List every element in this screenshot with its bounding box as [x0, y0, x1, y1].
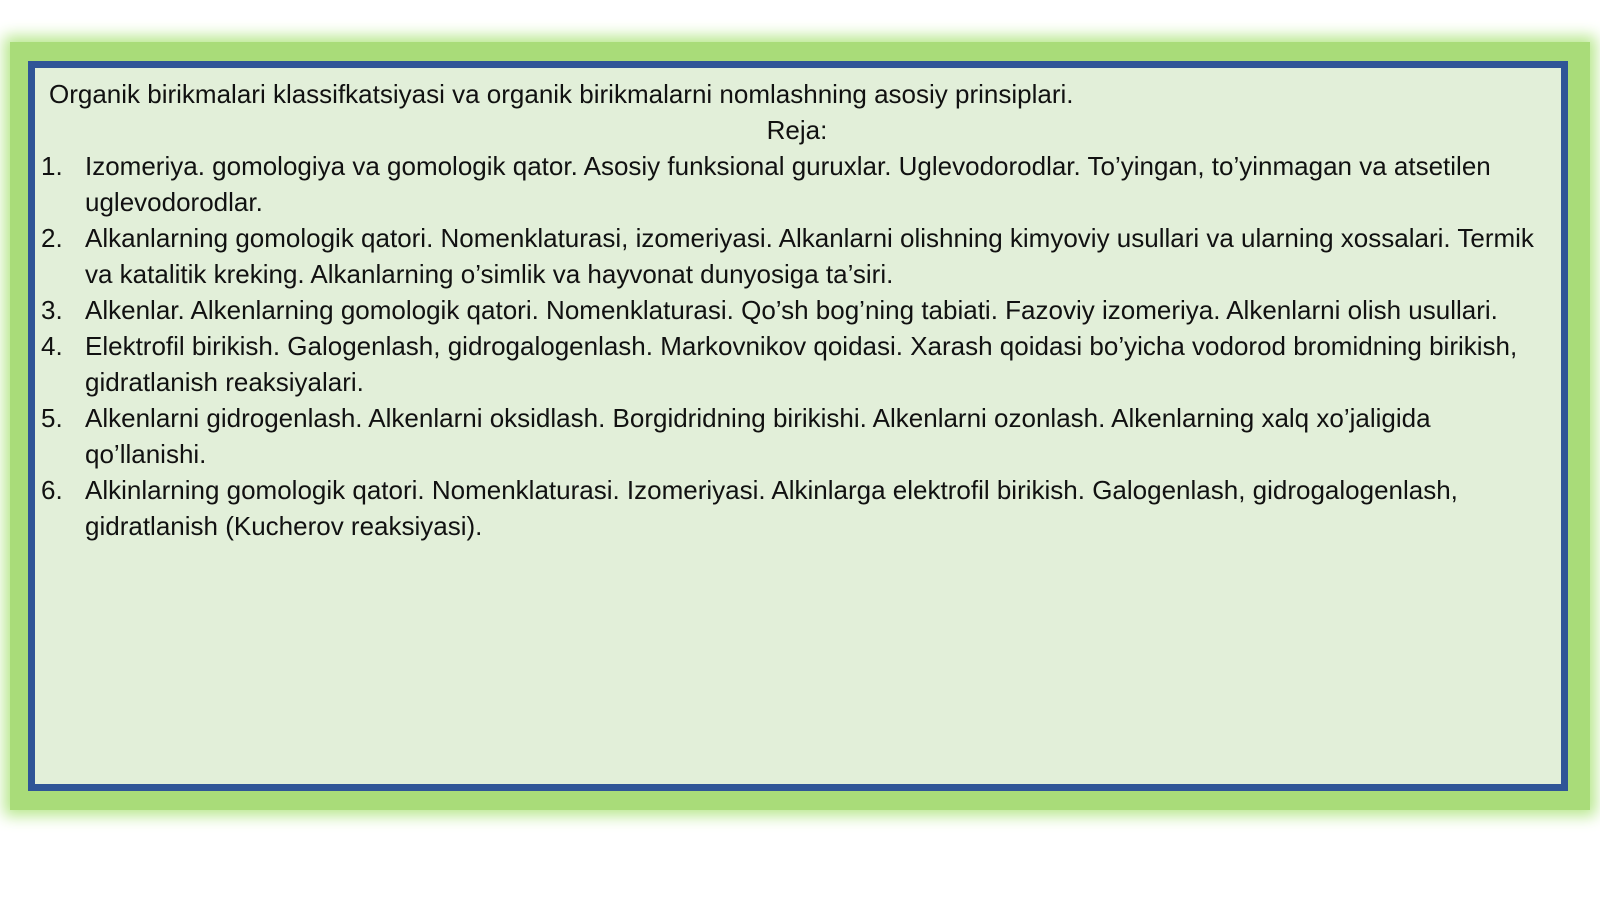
list-item-text: Alkenlar. Alkenlarning gomologik qatori. Nomenklaturasi. Qo’sh bog’ning tabiati. Fazoviy izomeriya. Alkenlarni olish usullari. [85, 295, 1498, 325]
plan-list [41, 148, 1545, 544]
list-item-number: 6. [41, 475, 63, 505]
list-item [41, 292, 1545, 328]
list-item-number: 5. [41, 403, 63, 433]
list-item-text: Alkanlarning gomologik qatori. Nomenklaturasi, izomeriyasi. Alkanlarni olishning kimyoviy usullari va ularning xossalari. Termik va katalitik kreking. Alkanlarning o’simlik va hayvonat dunyosiga ta’siri. [85, 223, 1534, 289]
list-item [41, 148, 1545, 220]
list-item-text: Izomeriya. gomologiya va gomologik qator. Asosiy funksional guruxlar. Uglevodorodlar. To’yingan, to’yinmagan va atsetilen uglevodorodlar. [85, 151, 1491, 217]
slide-subtitle: Reja: [766, 115, 828, 145]
list-item [41, 400, 1545, 472]
list-item [41, 328, 1545, 400]
list-item-number: 4. [41, 331, 63, 361]
list-item-text: Alkenlarni gidrogenlash. Alkenlarni oksidlash. Borgidridning birikishi. Alkenlarni ozonlash. Alkenlarning xalq xo’jaligida qo’llanishi. [85, 403, 1431, 469]
list-item [41, 220, 1545, 292]
list-item-text: Alkinlarning gomologik qatori. Nomenklaturasi. Izomeriyasi. Alkinlarga elektrofil birikish. Galogenlash, gidrogalogenlash, gidratlanish (Kucherov reaksiyasi). [85, 475, 1458, 541]
list-item-number: 1. [41, 151, 63, 181]
list-item-text: Elektrofil birikish. Galogenlash, gidrogalogenlash. Markovnikov qoidasi. Xarash qoidasi bo’yicha vodorod bromidning birikish, gidratlanish reaksiyalari. [85, 331, 1518, 397]
slide-title: Organik birikmalari klassifkatsiyasi va organik birikmalarni nomlashning asosiy prinsiplari. [49, 79, 1074, 109]
list-item-number: 3. [41, 295, 63, 325]
list-item-number: 2. [41, 223, 63, 253]
slide-text-box [28, 61, 1568, 791]
list-item [41, 472, 1545, 544]
